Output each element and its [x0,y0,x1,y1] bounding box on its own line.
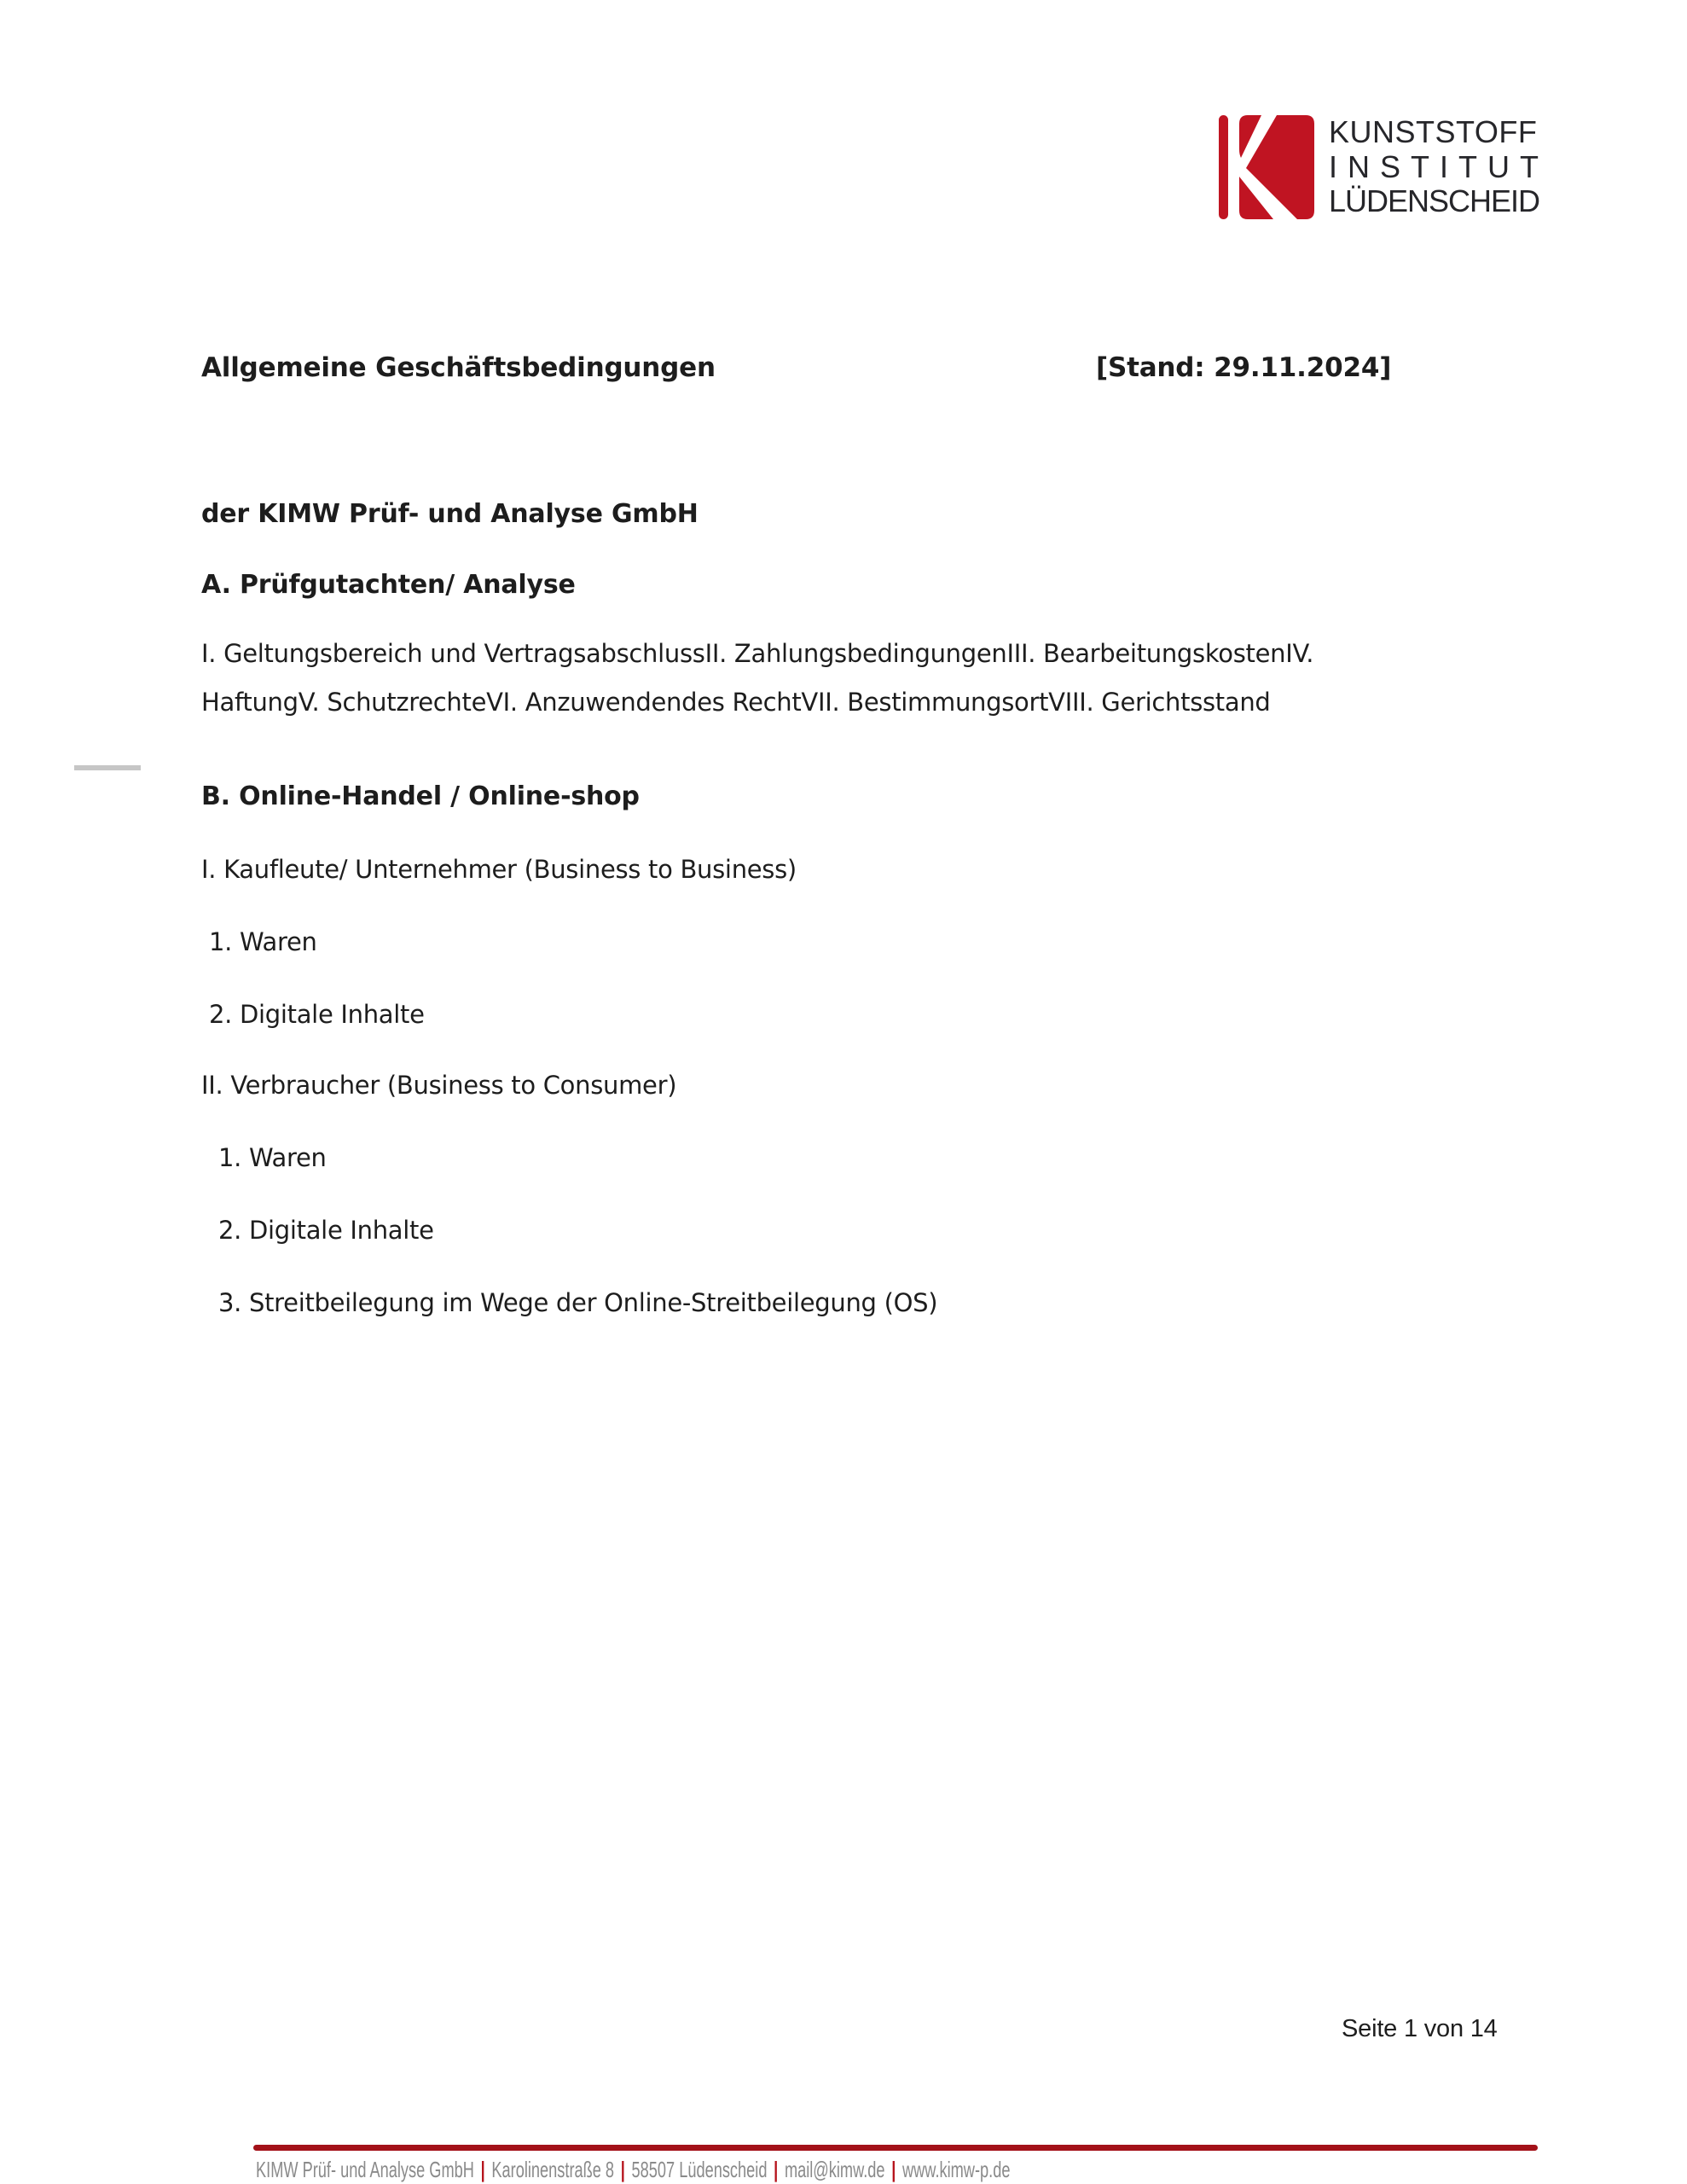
list-item: 1. Waren [218,1143,327,1172]
footer-separator: | [480,2157,485,2182]
footer-contact-line [256,2157,1010,2183]
page-title: Allgemeine Geschäftsbedingungen [201,352,716,383]
version-date: [Stand: 29.11.2024] [1096,352,1392,383]
kimw-k-logo-icon [1219,115,1314,219]
toc-line: I. Geltungsbereich und VertragsabschlussII. ZahlungsbedingungenIII. BearbeitungskostenIV. [201,639,1314,668]
section-b1-heading: I. Kaufleute/ Unternehmer (Business to Business) [201,855,797,884]
list-item: 2. Digitale Inhalte [209,1000,425,1029]
footer-separator: | [620,2157,625,2182]
logo-word-luedenscheid: LÜDENSCHEID [1329,183,1540,218]
footer-street: Karolinenstraße 8 [491,2157,615,2182]
company-logo [1219,115,1549,219]
list-item: 2. Digitale Inhalte [218,1216,434,1245]
logo-word-kunststoff: KUNSTSTOFF [1329,114,1538,149]
margin-dash [74,765,141,770]
footer-rule [253,2145,1538,2151]
company-logo-wordmark [1329,115,1549,219]
footer-email: mail@kimw.de [784,2157,885,2182]
footer-separator: | [774,2157,779,2182]
section-b2-heading: II. Verbraucher (Business to Consumer) [201,1071,677,1100]
page-number: Seite 1 von 14 [1342,2015,1498,2042]
footer-separator: | [891,2157,896,2182]
toc-line: HaftungV. SchutzrechteVI. Anzuwendendes RechtVII. BestimmungsortVIII. Gerichtsstand [201,688,1271,717]
footer-city: 58507 Lüdenscheid [631,2157,768,2182]
section-b-heading: B. Online-Handel / Online-shop [201,781,640,811]
footer-company: KIMW Prüf- und Analyse GmbH [256,2157,474,2182]
logo-word-institut: INSTITUT [1329,148,1549,184]
list-item: 3. Streitbeilegung im Wege der Online-Streitbeilegung (OS) [218,1288,938,1317]
footer-website: www.kimw-p.de [902,2157,1011,2182]
section-a-toc [201,630,1549,727]
company-subtitle: der KIMW Prüf- und Analyse GmbH [201,499,699,529]
section-a-heading: A. Prüfgutachten/ Analyse [201,570,576,600]
list-item: 1. Waren [209,927,317,956]
